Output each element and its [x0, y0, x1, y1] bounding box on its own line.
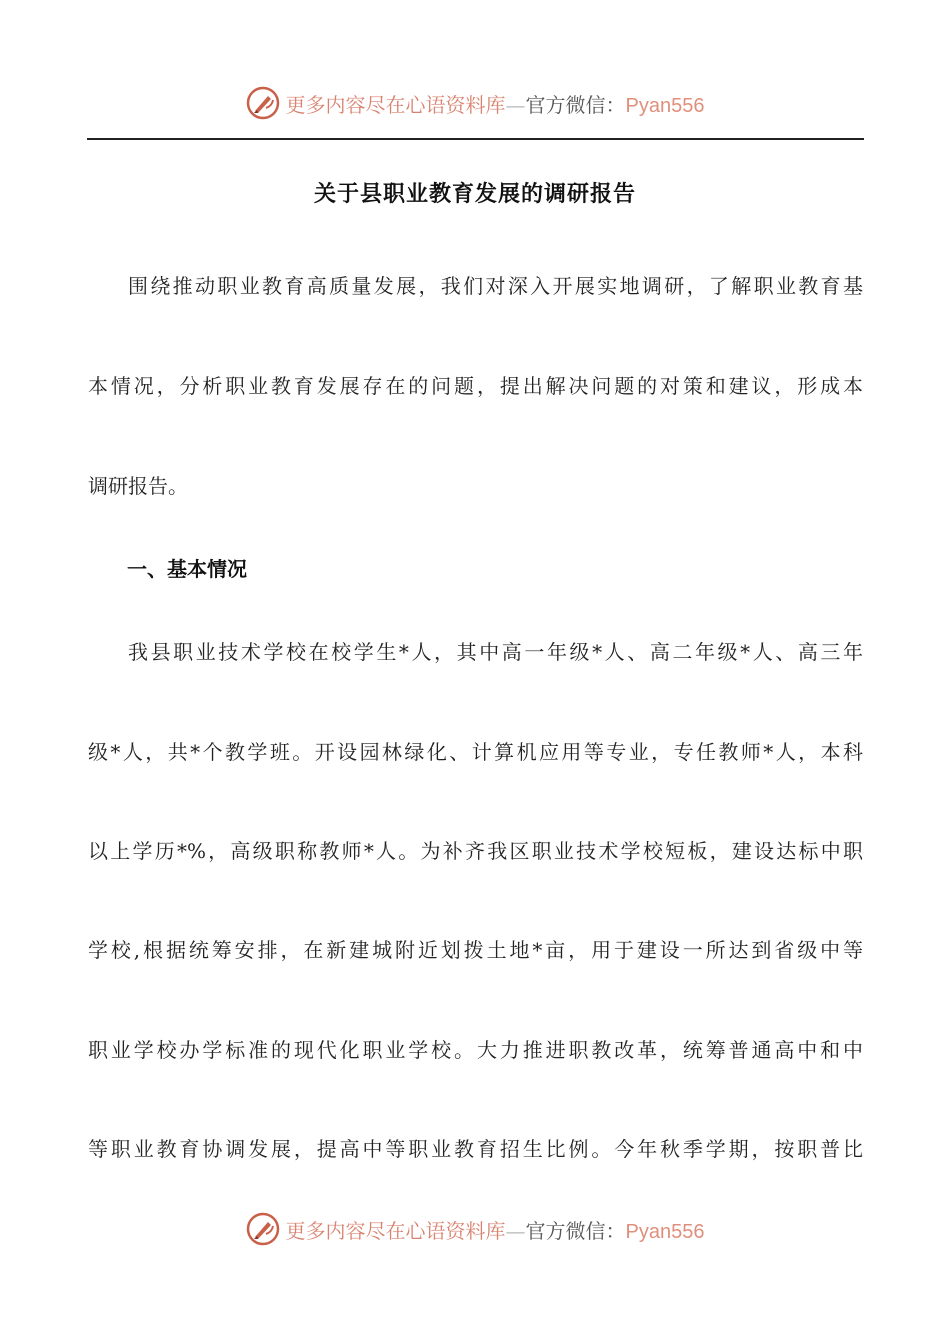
banner-separator: — [505, 1218, 526, 1243]
paragraph-line: 我县职业技术学校在校学生*人，其中高一年级*人、高二年级*人、高三年 [128, 640, 863, 664]
document-title: 关于县职业教育发展的调研报告 [313, 181, 636, 207]
paragraph-line: 围绕推动职业教育高质量发展，我们对深入开展实地调研，了解职业教育基 [128, 274, 863, 298]
pen-logo-icon [246, 86, 280, 120]
section-heading: 一、基本情况 [127, 557, 247, 581]
pen-logo-icon [246, 1212, 280, 1246]
header-divider [87, 138, 864, 140]
banner-text [286, 89, 705, 118]
paragraph-line: 职业学校办学标准的现代化职业学校。大力推进职教改革，统筹普通高中和中 [88, 1038, 863, 1062]
paragraph-line: 以上学历*%，高级职称教师*人。为补齐我区职业技术学校短板，建设达标中职 [88, 839, 863, 863]
footer-banner [0, 1209, 950, 1249]
banner-wechat-id: Pyan556 [625, 1220, 705, 1243]
banner-slogan: 更多内容尽在心语资料库 [285, 1218, 506, 1243]
banner-wechat-label: 官方微信： [525, 1218, 626, 1243]
banner-text [286, 1215, 705, 1244]
paragraph-line: 级*人，共*个教学班。开设园林绿化、计算机应用等专业，专任教师*人，本科 [88, 740, 863, 764]
header-banner [0, 83, 950, 123]
banner-wechat-label: 官方微信： [525, 92, 626, 117]
banner-wechat-id: Pyan556 [625, 94, 705, 117]
banner-separator: — [505, 92, 526, 117]
banner-slogan: 更多内容尽在心语资料库 [285, 92, 506, 117]
paragraph-line: 本情况，分析职业教育发展存在的问题，提出解决问题的对策和建议，形成本 [88, 374, 863, 398]
paragraph-line: 学校,根据统筹安排，在新建城附近划拨土地*亩，用于建设一所达到省级中等 [88, 938, 863, 962]
paragraph-line: 等职业教育协调发展，提高中等职业教育招生比例。今年秋季学期，按职普比 [88, 1137, 863, 1161]
paragraph-line: 调研报告。 [88, 474, 188, 498]
